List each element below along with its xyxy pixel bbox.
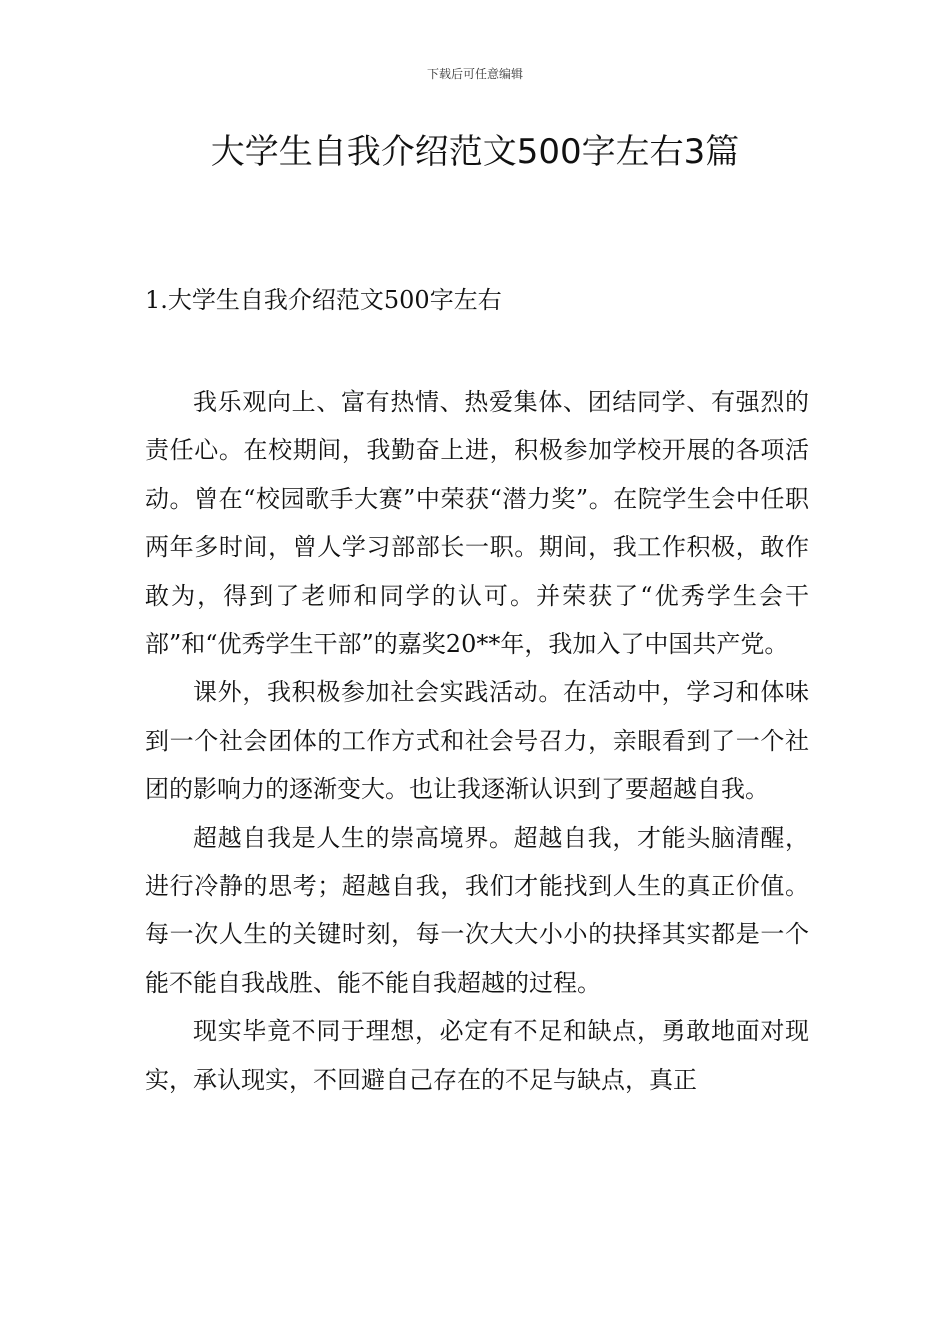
paragraph: 现实毕竟不同于理想，必定有不足和缺点，勇敢地面对现实，承认现实，不回避自己存在的不足与缺点，真正 (145, 1017, 809, 1094)
document-title: 大学生自我介绍范文500字左右3篇 (210, 132, 740, 172)
paragraph: 超越自我是人生的崇高境界。超越自我，才能头脑清醒，进行冷静的思考；超越自我，我们才能找到人生的真正价值。每一次人生的关键时刻，每一次大大小小的抉择其实都是一个能不能自我战胜、能不能自我超越的过程。 (145, 823, 809, 997)
section-heading: 1.大学生自我介绍范文500字左右 (145, 286, 502, 314)
paragraph: 我乐观向上、富有热情、热爱集体、团结同学、有强烈的责任心。在校期间，我勤奋上进，积极参加学校开展的各项活动。曾在“校园歌手大赛”中荣获“潜力奖”。在院学生会中任职两年多时间，曾人学习部部长一职。期间，我工作积极，敢作敢为，得到了老师和同学的认可。并荣获了“优秀学生会干部”和“优秀学生干部”的嘉奖20**年，我加入了中国共产党。 (145, 388, 809, 659)
paragraph: 课外，我积极参加社会实践活动。在活动中，学习和体味到一个社会团体的工作方式和社会号召力，亲眼看到了一个社团的影响力的逐渐变大。也让我逐渐认识到了要超越自我。 (145, 678, 809, 804)
body-text (145, 378, 809, 1104)
header-note: 下载后可任意编辑 (426, 67, 523, 81)
